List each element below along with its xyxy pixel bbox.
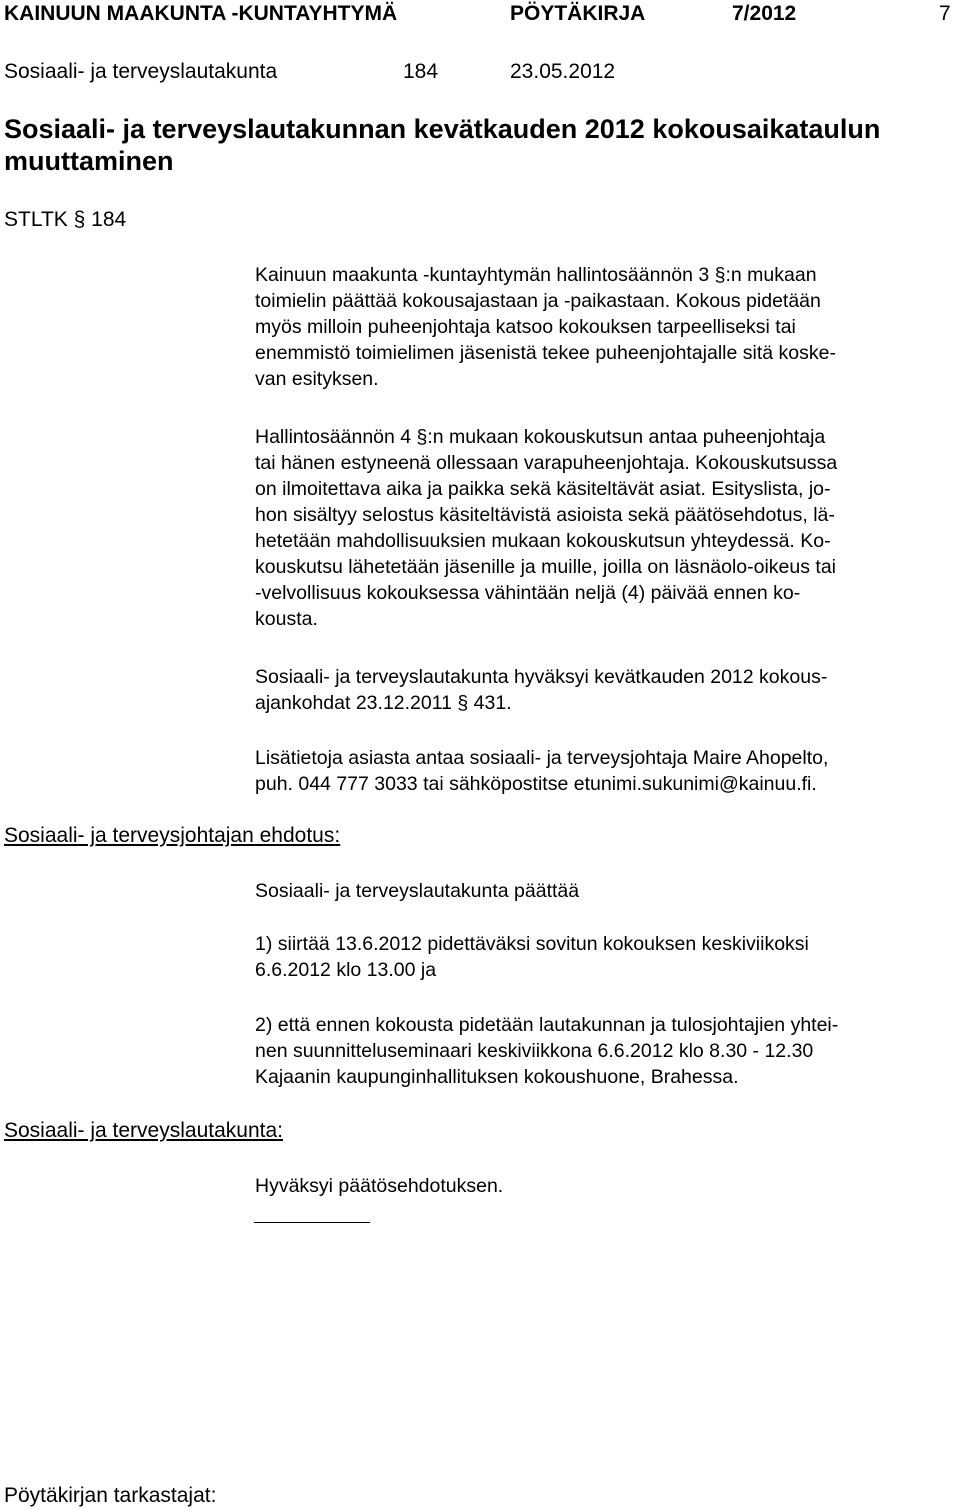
paragraph-3 — [255, 664, 955, 716]
text-line: on ilmoitettava aika ja paikka sekä käsiteltävät asiat. Esityslista, jo- — [255, 478, 831, 500]
text-line: puh. 044 777 3033 tai sähköpostitse etunimi.sukunimi@kainuu.fi. — [255, 773, 817, 795]
section-reference: STLTK § 184 — [4, 208, 127, 231]
text-line: van esityksen. — [255, 368, 379, 390]
text-line: tai hänen estyneenä ollessaan varapuheenjohtaja. Kokouskutsussa — [255, 452, 838, 474]
text-line: Kainuun maakunta -kuntayhtymän hallintosäännön 3 §:n mukaan — [255, 264, 817, 286]
page-number: 7 — [939, 2, 951, 25]
meeting-date: 23.05.2012 — [510, 60, 616, 83]
text-line: Kajaanin kaupunginhallituksen kokoushuone, Brahessa. — [255, 1066, 739, 1088]
proposal-item-1 — [255, 931, 955, 983]
section-number: 184 — [403, 60, 439, 83]
text-line: myös milloin puheenjohtaja katsoo kokouksen tarpeelliseksi tai — [255, 316, 796, 338]
proposal-item-2 — [255, 1012, 955, 1090]
text-line: hon sisältyy selostus käsiteltävistä asioista sekä päätösehdotus, lä- — [255, 504, 835, 526]
text-line: kouskutsu lähetetään jäsenille ja muille, joilla on läsnäolo-oikeus tai — [255, 556, 837, 578]
text-line: Lisätietoja asiasta antaa sosiaali- ja terveysjohtaja Maire Ahopelto, — [255, 747, 829, 769]
paragraph-4 — [255, 745, 955, 797]
board-name: Sosiaali- ja terveyslautakunta — [4, 60, 278, 83]
text-line: nen suunnitteluseminaari keskiviikkona 6.6.2012 klo 8.30 - 12.30 — [255, 1040, 814, 1062]
org-name: KAINUUN MAAKUNTA -KUNTAYHTYMÄ — [4, 2, 398, 25]
paragraph-1 — [255, 262, 955, 392]
document-type: PÖYTÄKIRJA — [510, 2, 646, 25]
paragraph-2 — [255, 424, 955, 632]
text-line: Sosiaali- ja terveyslautakunta hyväksyi kevätkauden 2012 kokous- — [255, 666, 828, 688]
text-line: toimielin päättää kokousajastaan ja -paikastaan. Kokous pidetään — [255, 290, 821, 312]
divider-line — [254, 1222, 370, 1223]
footer-label: Pöytäkirjan tarkastajat: — [4, 1484, 217, 1507]
text-line: kousta. — [255, 608, 318, 630]
decision-label: Sosiaali- ja terveyslautakunta: — [4, 1119, 283, 1142]
page-title: Sosiaali- ja terveyslautakunnan kevätkauden 2012 kokousaikataulun muuttaminen — [4, 114, 881, 176]
text-line: 6.6.2012 klo 13.00 ja — [255, 959, 437, 981]
proposal-intro: Sosiaali- ja terveyslautakunta päättää — [255, 880, 580, 902]
decision-text: Hyväksyi päätösehdotuksen. — [255, 1175, 504, 1197]
text-line: hetetään mahdollisuuksien mukaan kokouskutsun yhteydessä. Ko- — [255, 530, 831, 552]
proposal-label: Sosiaali- ja terveysjohtajan ehdotus: — [4, 824, 341, 847]
minutes-number: 7/2012 — [732, 2, 797, 25]
text-line: -velvollisuus kokouksessa vähintään neljä (4) päivää ennen ko- — [255, 582, 801, 604]
text-line: enemmistö toimielimen jäsenistä tekee puheenjohtajalle sitä koske- — [255, 342, 836, 364]
text-line: 2) että ennen kokousta pidetään lautakunnan ja tulosjohtajien yhtei- — [255, 1014, 839, 1036]
text-line: 1) siirtää 13.6.2012 pidettäväksi sovitun kokouksen keskiviikoksi — [255, 933, 809, 955]
text-line: Hallintosäännön 4 §:n mukaan kokouskutsun antaa puheenjohtaja — [255, 426, 826, 448]
text-line: ajankohdat 23.12.2011 § 431. — [255, 692, 512, 714]
